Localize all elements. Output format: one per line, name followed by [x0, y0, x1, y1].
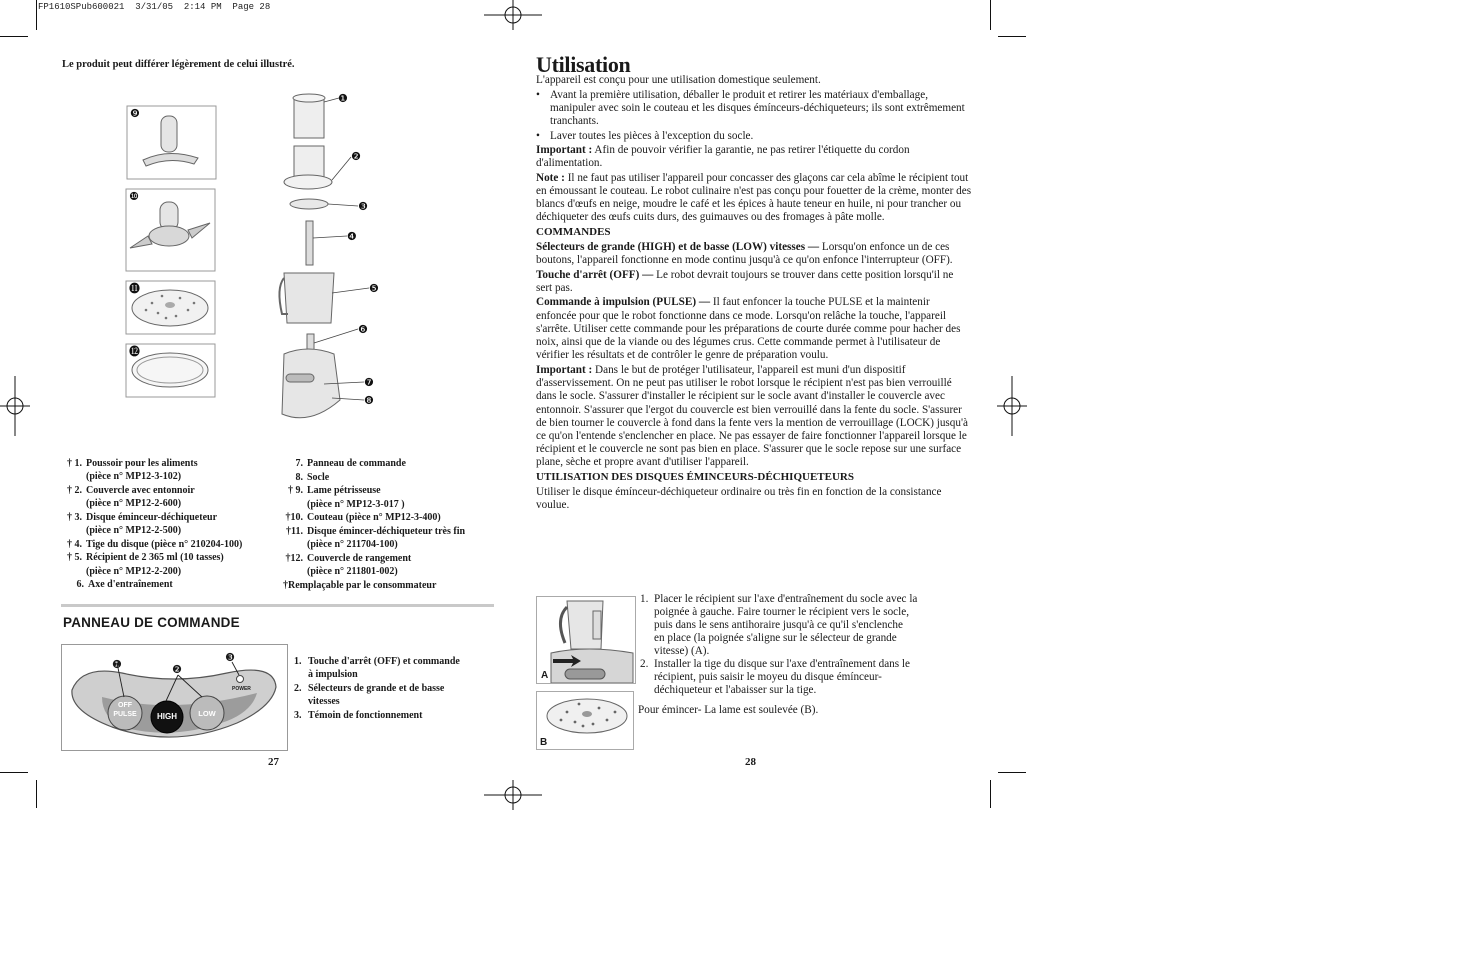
lid-figure — [284, 146, 332, 189]
section-divider — [61, 604, 494, 607]
list-item-mark: 1. — [294, 656, 302, 667]
disc-stem-figure — [306, 221, 313, 265]
pulse-label: PULSE — [113, 711, 137, 718]
list-item — [279, 511, 494, 524]
list-item — [58, 484, 278, 510]
list-item-text: Socle — [307, 471, 330, 483]
interlock-paragraph — [536, 364, 972, 470]
knife-blade-figure — [126, 189, 215, 271]
list-item-mark: † 4. — [67, 538, 82, 550]
list-item-mark: † 2. — [67, 484, 82, 496]
important-warranty-paragraph — [536, 144, 972, 170]
product-parts-diagram — [118, 88, 388, 428]
callout-11: ⓫ — [129, 282, 140, 295]
note-text: Il ne faut pas utiliser l'appareil pour concasser des glaçons car cela abîme le récipient tout en émoussant le couteau. Le robot culinaire n'est pas conçu pour fouetter de la crème, monter des blancs d'œufs en neige, moudre le café et les épices à haute teneur en huile, ni pour trancher ou déchiqueter des œufs cuits durs, des guimauves ou des fromages à pâte molle. — [536, 171, 972, 224]
off-key-text: Le robot devrait toujours se trouver dans cette position lorsqu'il ne sert pas. — [536, 268, 954, 294]
controls-heading: COMMANDES — [536, 225, 611, 238]
panel-callout-2: ❷ — [172, 663, 182, 676]
list-item — [58, 457, 278, 483]
list-item-mark: 1. — [640, 593, 649, 605]
list-item: • Laver toutes les pièces à l'exception du socle. — [536, 129, 754, 142]
bowl-figure — [279, 273, 334, 323]
list-item-mark: 2. — [640, 658, 649, 670]
disc-steps-list — [640, 593, 974, 697]
list-item — [294, 683, 460, 709]
note-label: Note : — [536, 171, 565, 184]
page-number-left: 27 — [268, 756, 279, 768]
list-item-text: Disque éminceur-déchiqueteur (pièce n° MP12-2-500) — [86, 511, 218, 537]
list-item — [279, 552, 494, 578]
dough-blade-figure — [127, 106, 216, 179]
parts-list-col2 — [279, 457, 494, 593]
list-item-text: Lame pétrisseuse (pièce n° MP12-3-017 ) — [307, 485, 405, 510]
list-item — [279, 457, 494, 470]
speed-selectors-paragraph — [536, 241, 972, 267]
list-item-mark: †11. — [286, 526, 303, 538]
list-item-mark: † 3. — [67, 511, 82, 523]
list-item-text: Touche d'arrêt (OFF) et commande à impulsion — [308, 656, 460, 680]
list-item-text: Tige du disque (pièce n° 210204-100) — [86, 538, 243, 550]
list-item-text: Disque émincer-déchiqueteur très fin (pièce n° 211704-100) — [307, 526, 466, 551]
control-panel-heading: PANNEAU DE COMMANDE — [63, 615, 240, 630]
list-item-text: Couteau (pièce n° MP12-3-400) — [307, 512, 441, 524]
panel-callout-1: ❶ — [112, 658, 122, 671]
list-item — [294, 710, 460, 723]
list-item — [279, 525, 494, 551]
pulse-label: Commande à impulsion (PULSE) — — [536, 296, 711, 309]
off-label: OFF — [118, 702, 132, 709]
callout-8: ❽ — [364, 394, 374, 407]
callout-10: ❿ — [129, 190, 139, 203]
list-item-mark: 6. — [76, 579, 84, 591]
callout-5: ❺ — [369, 282, 379, 295]
registration-mark-left — [0, 376, 30, 436]
off-key-paragraph — [536, 269, 972, 295]
note-paragraph — [536, 172, 972, 225]
list-item-text: Couvercle avec entonnoir (pièce n° MP12-2-600) — [86, 484, 195, 510]
callout-7: ❼ — [364, 376, 374, 389]
callout-12: ⓬ — [129, 345, 140, 358]
list-item-text: Panneau de commande — [307, 458, 406, 469]
list-item-text: Témoin de fonctionnement — [308, 710, 423, 722]
callout-6: ❻ — [358, 323, 368, 336]
bullet-text: Laver toutes les pièces à l'exception du socle. — [550, 129, 754, 142]
pulse-text: Il faut enfoncer la touche PULSE et la maintenir enfoncée pour que le robot fonctionne dans ce mode. Lorsqu'on relâche la touche, l'appareil s'arrête. Utiliser cette commande pour les préparations de courte durée comme pour hacher des noix, ainsi que de la viande ou des légumes crus. Cette commande permet à l'utilisateur de vérifier les résultats et de contrôler le genre de préparation voulu. — [536, 296, 961, 362]
list-item-text: Placer le récipient sur l'axe d'entraînement du socle avec la poignée à gauche. Faire tourner le récipient vers le socle, puis dans le sens antihoraire jusqu'à ce qu'il s'enclenche en place (la poignée s'aligne sur le sélecteur de grande vitesse) (A). — [654, 593, 918, 657]
interlock-text: Dans le but de protéger l'utilisateur, l'appareil est muni d'un dispositif d'asservissement. On ne peut pas utiliser le robot lorsque le récipient n'est pas bien verrouillé dans le socle. S'assurer d'installer le récipient sur le socle avant d'installer le couvercle avec entonnoir. S'assurer que l'ergot du couvercle est bien verrouillé dans la fente du socle. S'assurer de bien tourner le couvercle à fond dans la fente vers la mention de verrouillage (LOCK) jusqu'à ce qu'on l'entende s'enclencher en place. Ne pas essayer de faire fonctionner l'appareil lorsque le récipient et le couvercle ne sont pas bien en place. S'assurer que le socle repose sur une surface plane, sèche et propre avant d'utiliser l'appareil. — [536, 363, 968, 469]
list-item — [58, 551, 278, 577]
page-title: Utilisation — [536, 52, 631, 77]
list-item — [640, 593, 974, 658]
discs-intro: Utiliser le disque émínceur-déchiqueteur ordinaire ou très fin en fonction de la consistance voulue. — [536, 485, 942, 511]
figure-b-disc — [536, 691, 634, 750]
list-item-mark: 8. — [295, 471, 303, 483]
off-pulse-button[interactable] — [109, 701, 141, 719]
speed-selectors-text: Lorsqu'on enfonce un de ces boutons, l'appareil fonctionne en mode continu jusqu'à ce qu'on enfonce l'interrupteur (OFF). — [536, 240, 953, 266]
list-item-text: Poussoir pour les aliments (pièce n° MP12-3-102) — [86, 458, 198, 483]
discs-heading: UTILISATION DES DISQUES ÉMINCEURS-DÉCHIQUETEURS — [536, 471, 854, 484]
list-item — [294, 656, 460, 682]
list-item-mark: 7. — [295, 458, 303, 469]
print-header: FP1610SPub600021 3/31/05 2:14 PM Page 28 — [38, 2, 271, 12]
list-item-mark: 3. — [294, 710, 302, 722]
important-label: Important : — [536, 143, 593, 156]
list-item-mark: † 9. — [288, 485, 303, 497]
control-panel-list — [294, 656, 460, 724]
registration-mark-bottom — [482, 778, 544, 810]
parts-list-col1 — [58, 457, 278, 592]
registration-mark-top — [482, 0, 544, 32]
important-label: Important : — [536, 363, 593, 376]
product-caption: Le produit peut différer légèrement de celui illustré. — [62, 59, 295, 70]
registration-mark-right — [997, 376, 1027, 436]
power-indicator-label: POWER — [232, 686, 251, 692]
list-item — [58, 578, 278, 591]
usage-section — [536, 52, 972, 514]
list-item-mark: † 1. — [67, 458, 82, 469]
callout-1: ❶ — [338, 92, 348, 105]
list-item — [279, 471, 494, 484]
callout-2: ❷ — [351, 150, 361, 163]
list-item-mark: † 5. — [67, 552, 82, 564]
off-key-label: Touche d'arrêt (OFF) — — [536, 268, 654, 281]
panel-callout-3: ❸ — [225, 651, 235, 664]
figure-a-label: A — [541, 670, 549, 681]
food-pusher-figure — [293, 94, 325, 138]
callout-3: ❸ — [358, 200, 368, 213]
list-item-text: Couvercle de rangement (pièce n° 211801-002) — [307, 552, 412, 578]
list-item-text: Axe d'entraînement — [88, 579, 173, 591]
bullet-text: Avant la première utilisation, déballer le produit et retirer les matériaux d'emballage, manipuler avec soin le couteau et les disques émínceurs-déchiqueteurs; ils sont extrêmement tranchants. — [550, 88, 965, 128]
low-button[interactable]: LOW — [198, 709, 216, 718]
list-item-text: Installer la tige du disque sur l'axe d'entraînement dans le récipient, puis saisir le moyeu du disque émínceur- déchiqueteur et l'abaisser sur la tige. — [654, 658, 910, 696]
pulse-paragraph — [536, 296, 972, 362]
list-item-mark: †10. — [285, 512, 303, 524]
page-number-right: 28 — [745, 756, 756, 768]
intro-text: L'appareil est conçu pour une utilisation domestique seulement. — [536, 74, 821, 87]
slicing-note: Pour émincer- La lame est soulevée (B). — [638, 704, 819, 716]
callout-9: ❾ — [130, 107, 140, 120]
list-item: • Avant la première utilisation, déballer le produit et retirer les matériaux d'emballage, manipuler avec soin le couteau et les disques émínceurs-déchiqueteurs; ils sont extrêmement tranchants. — [536, 89, 972, 129]
high-button[interactable]: HIGH — [157, 712, 177, 721]
important-text: Afin de pouvoir vérifier la garantie, ne pas retirer l'étiquette du cordon d'alimentation. — [536, 143, 910, 169]
disc-figure — [290, 199, 328, 209]
list-item-mark: 2. — [294, 683, 302, 695]
callout-4: ❹ — [347, 230, 357, 243]
figure-a-bowl-placement — [536, 596, 636, 684]
list-item — [58, 511, 278, 537]
figure-b-label: B — [540, 737, 548, 748]
list-item — [640, 658, 974, 697]
list-item-text: Récipient de 2 365 ml (10 tasses) (pièce n° MP12-2-200) — [86, 552, 224, 577]
control-panel-figure — [61, 644, 288, 751]
replaceable-note: †Remplaçable par le consommateur — [283, 579, 437, 591]
list-item — [58, 538, 278, 551]
list-item-mark: †12. — [285, 552, 303, 564]
list-item — [279, 484, 494, 510]
list-item-text: Sélecteurs de grande et de basse vitesses — [308, 683, 445, 707]
speed-selectors-label: Sélecteurs de grande (HIGH) et de basse (LOW) vitesses — — [536, 240, 820, 253]
